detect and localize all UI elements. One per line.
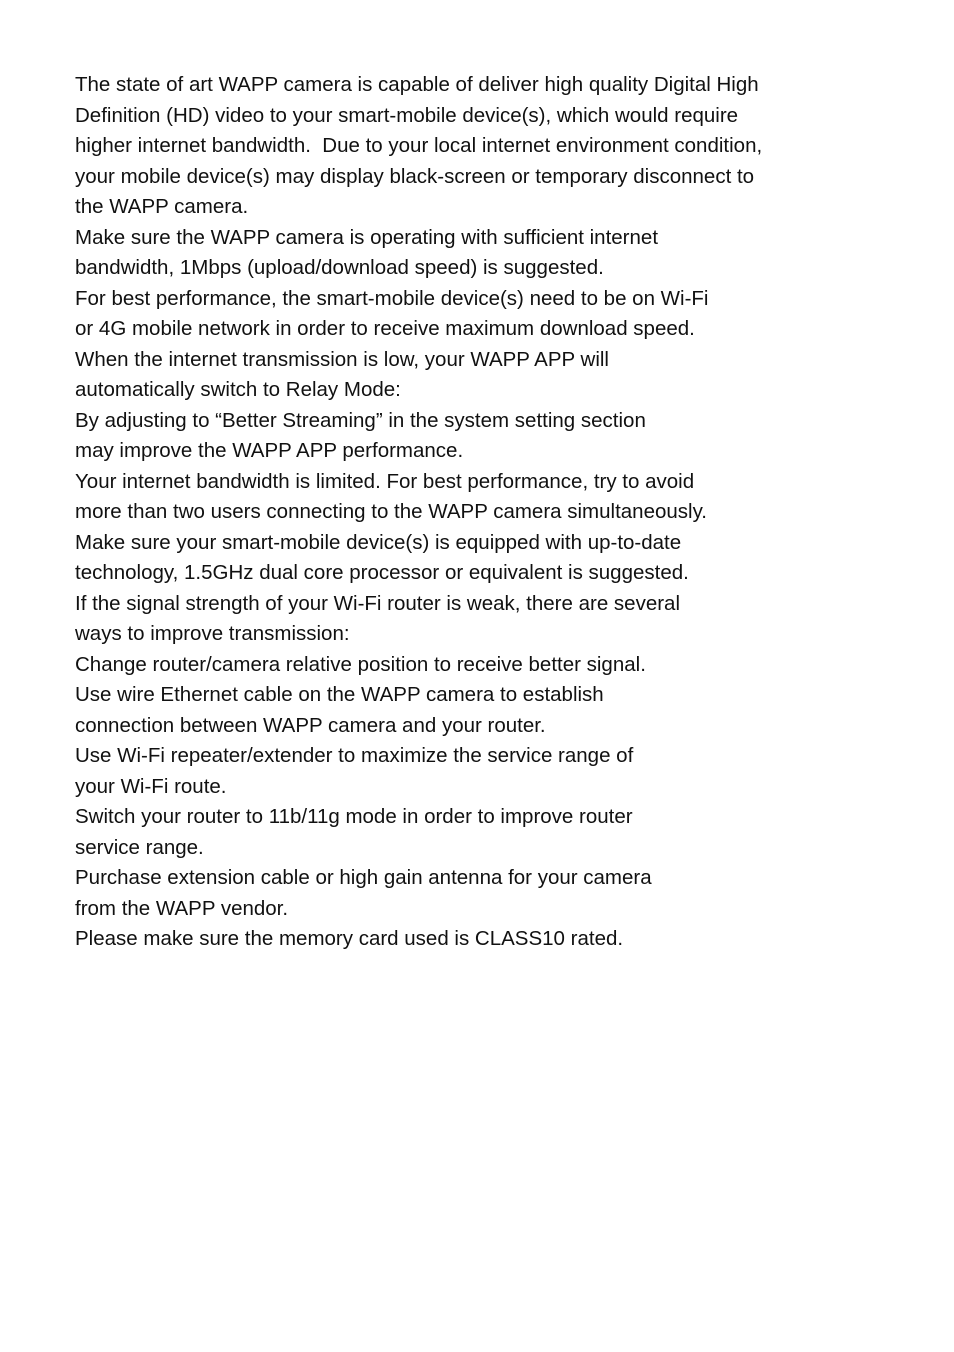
text-line: or 4G mobile network in order to receive maximum download speed. <box>75 317 695 340</box>
text-line: Your internet bandwidth is limited. For best performance, try to avoid <box>75 469 695 493</box>
text-line: When the internet transmission is low, your WAPP APP will <box>75 347 609 371</box>
text-line: Please make sure the memory card used is CLASS10 rated. <box>75 927 624 950</box>
text-line: By adjusting to “Better Streaming” in the system setting section <box>75 408 646 432</box>
text-line: Make sure your smart-mobile device(s) is equipped with up-to-date <box>75 530 682 554</box>
text-line: Make sure the WAPP camera is operating with sufficient internet <box>75 225 659 249</box>
text-line: higher internet bandwidth. Due to your local internet environment condition, <box>75 134 763 157</box>
text-line: automatically switch to Relay Mode: <box>75 378 401 401</box>
text-line: Switch your router to 11b/11g mode in order to improve router <box>75 805 633 828</box>
text-line: connection between WAPP camera and your router. <box>75 713 546 737</box>
text-line: Use Wi-Fi repeater/extender to maximize the service range of <box>75 744 634 767</box>
text-line: ways to improve transmission: <box>75 622 350 645</box>
text-line: technology, 1.5GHz dual core processor or equivalent is suggested. <box>75 561 689 584</box>
text-line: Purchase extension cable or high gain antenna for your camera <box>75 866 652 889</box>
text-line: Definition (HD) video to your smart-mobile device(s), which would require <box>75 103 739 127</box>
text-line: the WAPP camera. <box>75 195 249 218</box>
text-line: If the signal strength of your Wi-Fi router is weak, there are several <box>75 591 681 615</box>
text-line: The state of art WAPP camera is capable of deliver high quality Digital High <box>75 73 759 96</box>
text-line: bandwidth, 1Mbps (upload/download speed) is suggested. <box>75 256 604 279</box>
text-line: may improve the WAPP APP performance. <box>75 439 464 462</box>
text-line: from the WAPP vendor. <box>75 896 289 920</box>
text-line: more than two users connecting to the WAPP camera simultaneously. <box>75 500 708 523</box>
troubleshooting-text <box>75 70 935 955</box>
text-line: For best performance, the smart-mobile device(s) need to be on Wi-Fi <box>75 286 709 310</box>
text-line: your mobile device(s) may display black-screen or temporary disconnect to <box>75 164 755 188</box>
text-line: your Wi-Fi route. <box>75 774 227 798</box>
text-line: Use wire Ethernet cable on the WAPP camera to establish <box>75 683 604 706</box>
text-line: Change router/camera relative position to receive better signal. <box>75 652 646 676</box>
text-line: service range. <box>75 835 204 859</box>
